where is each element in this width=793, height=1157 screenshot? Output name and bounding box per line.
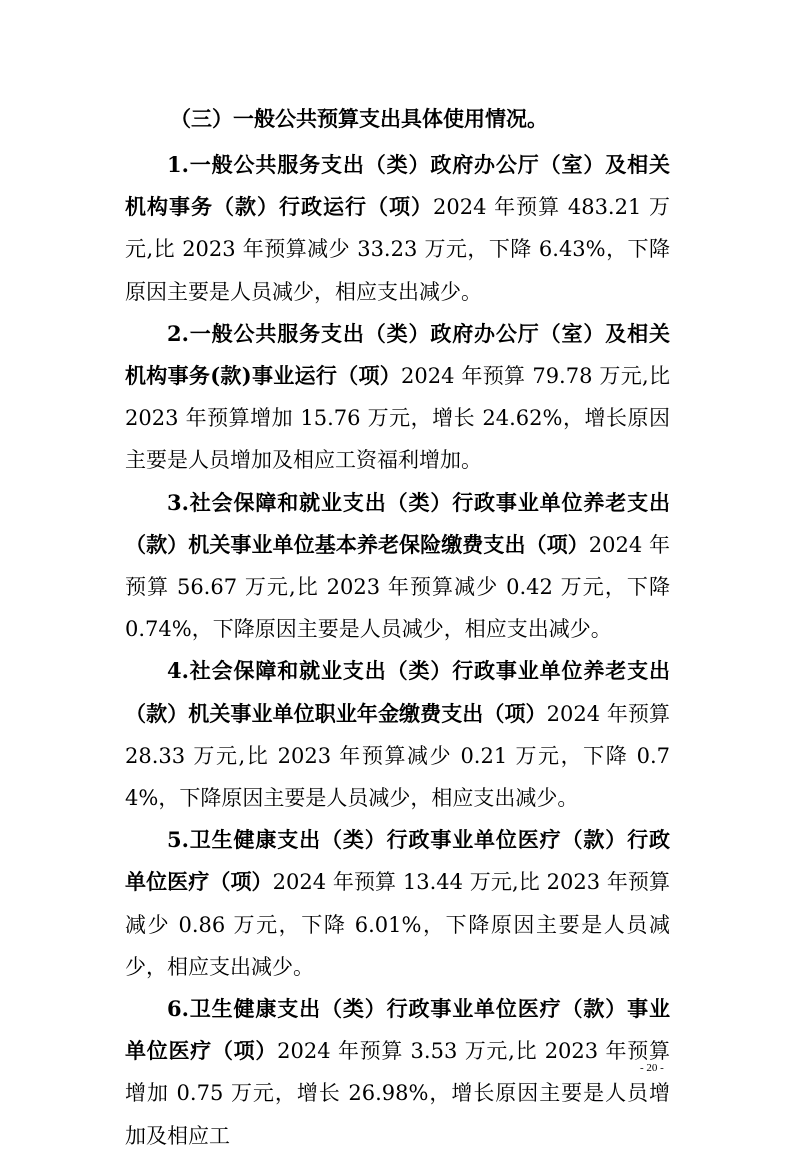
item-2-title: 2.一般公共服务支出（类）政府办公厅（室）及相关机构事务(款)事业运行（项） [125, 320, 670, 389]
item-4-text: 2024 年预算 28.33 万元,比 2023 年预算减少 0.21 万元，下降 0.74%，下降原因主要是人员减少，相应支出减少。 [125, 701, 671, 811]
item-1-text: 2024 年预算 483.21 万元,比 2023 年预算减少 33.23 万元，下降 6.43%，下降原因主要是人员减少，相应支出减少。 [125, 195, 671, 304]
item-3-title: 3.社会保障和就业支出（类）行政事业单位养老支出（款）机关事业单位基本养老保险缴费支出（项） [125, 489, 670, 557]
item-1-title: 1.一般公共服务支出（类）政府办公厅（室）及相关机构事务（款）行政运行（项） [125, 152, 670, 220]
item-5-text: 2024 年预算 13.44 万元,比 2023 年预算减少 0.86 万元，下降 6.01%，下降原因主要是人员减少，相应支出减少。 [125, 870, 671, 979]
paragraph-item-6 [125, 988, 670, 1157]
item-5-title: 5.卫生健康支出（类）行政事业单位医疗（款）行政单位医疗（项） [125, 827, 670, 895]
item-4-title: 4.社会保障和就业支出（类）行政事业单位养老支出（款）机关事业单位职业年金缴费支出（项） [125, 658, 670, 726]
section-heading: （三）一般公共预算支出具体使用情况。 [170, 106, 548, 131]
item-6-title: 6.卫生健康支出（类）行政事业单位医疗（款）事业单位医疗（项） [125, 996, 670, 1064]
paragraph-item-3 [125, 482, 670, 651]
paragraph-item-2 [125, 313, 670, 482]
document-body [125, 144, 670, 1157]
paragraph-item-4 [125, 650, 670, 819]
item-2-text: 2024 年预算 79.78 万元,比 2023 年预算增加 15.76 万元，增长 24.62%，增长原因主要是人员增加及相应工资福利增加。 [125, 364, 670, 473]
paragraph-item-1 [125, 144, 670, 313]
paragraph-item-5 [125, 819, 670, 988]
item-3-text: 2024 年预算 56.67 万元,比 2023 年预算减少 0.42 万元，下降 0.74%，下降原因主要是人员减少，相应支出减少。 [125, 532, 670, 642]
page-number: - 20 - [640, 1062, 664, 1074]
item-6-text: 2024 年预算 3.53 万元,比 2023 年预算增加 0.75 万元，增长 26.98%，增长原因主要是人员增加及相应工 [125, 1039, 671, 1148]
